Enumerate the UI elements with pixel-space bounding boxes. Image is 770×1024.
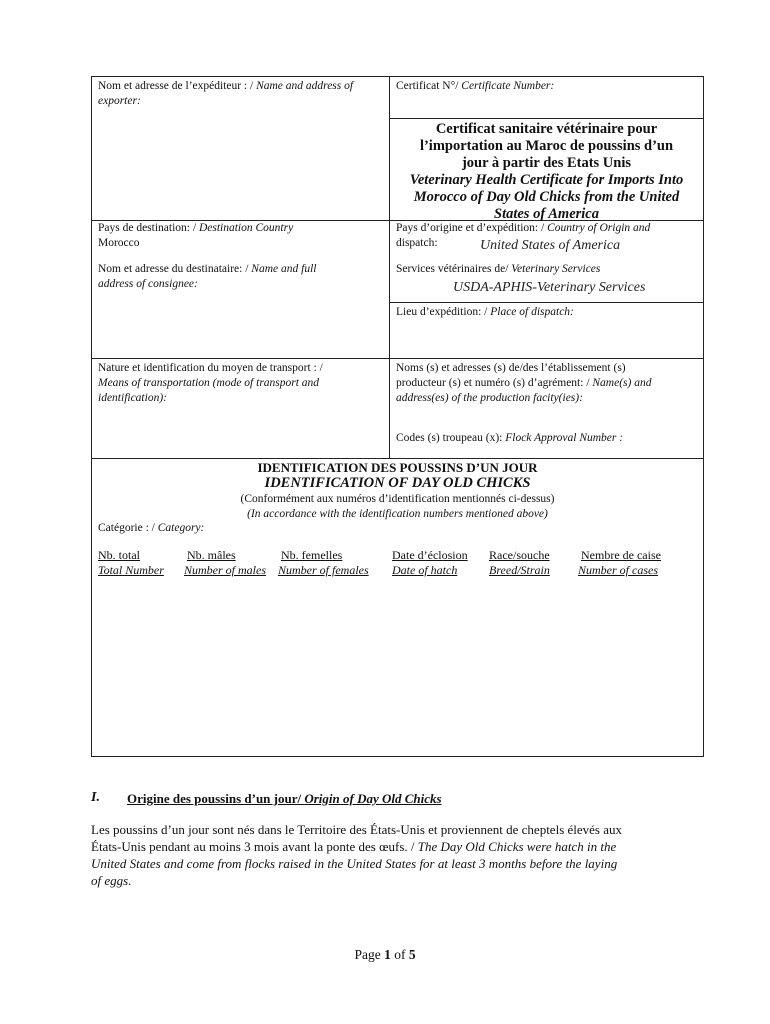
exporter-label: Nom et adresse de l’expéditeur : / Name and address of exporter: <box>98 80 354 107</box>
consignee-label-cont: address of consignee: <box>98 278 198 290</box>
identification-note-en: (In accordance with the identification numbers mentioned above) <box>247 508 548 520</box>
transport-field: Nature et identification du moyen de transport : / Means of transportation (mode of transport and identification): <box>98 362 323 404</box>
section-1-body: Les poussins d’un jour sont nés dans le Territoire des États-Unis et proviennent de cheptels élevés aux États-Unis pendant au moins 3 mois avant la ponte des œufs. / The Day Old Chicks were hatch in the United States and come from flocks raised in the United States for at least 3 months before the laying of eggs. <box>91 822 623 888</box>
destination-field <box>98 221 383 251</box>
origin-value: United States of America <box>480 238 621 253</box>
section-1-number: I. <box>91 790 100 805</box>
title-fr-line-3: jour à partir des Etats Unis <box>461 155 632 171</box>
table-border-left <box>91 76 92 757</box>
identification-heading-fr: IDENTIFICATION DES POUSSINS D’UN JOUR <box>257 460 538 475</box>
title-en-line-1: Veterinary Health Certificate for Imports Into <box>409 172 684 188</box>
destination-value: Morocco <box>98 237 140 249</box>
table-border-bottom <box>91 756 704 757</box>
title-en-line-3: States of America <box>494 206 599 222</box>
consignee-field <box>98 262 383 292</box>
table-divider-row-4 <box>91 458 704 459</box>
identification-note-fr: (Conformément aux numéros d’identification mentionnés ci-dessus) <box>240 493 555 505</box>
document-title <box>390 121 703 223</box>
page-number: Page 1 of 5 <box>354 947 416 962</box>
table-border-right <box>703 76 704 757</box>
table-border-top <box>91 76 704 77</box>
place-of-dispatch-label: Lieu d’expédition: / Place of dispatch: <box>396 306 574 318</box>
category-label: Catégorie : / Category: <box>98 522 205 534</box>
vet-services-value: USDA-APHIS-Veterinary Services <box>453 280 646 295</box>
identification-heading <box>92 460 703 522</box>
establishments-field: Noms (s) et adresses (s) de/des l’établissement (s) producteur (s) et numéro (s) d’agrément: / Name(s) and address(es) of the production facity(ies): <box>396 362 652 404</box>
flock-approval-label: Codes (s) troupeau (x): Flock Approval Number : <box>396 432 624 444</box>
consignee-label: Nom et adresse du destinataire: / Name and full <box>98 263 317 275</box>
section-1-heading: Origine des poussins d’un jour/ Origin of Day Old Chicks <box>127 791 442 806</box>
vet-services-label: Services vétérinaires de/ Veterinary Services <box>396 263 601 275</box>
identification-heading-en: IDENTIFICATION OF DAY OLD CHICKS <box>264 475 531 491</box>
destination-label: Pays de destination: / Destination Country <box>98 222 294 234</box>
table-divider-row-3 <box>91 358 704 359</box>
origin-label: Pays d’origine et d’expédition: / Country of Origin and dispatch: <box>396 222 651 249</box>
column-total-number: Nb. total Total Number <box>98 548 164 577</box>
column-number-of-cases: Nembre de caise Number of cases <box>578 548 661 577</box>
column-number-females: Nb. femelles Number of females <box>278 548 369 577</box>
column-breed-strain: Race/souche Breed/Strain <box>489 548 550 577</box>
title-en-line-2: Morocco of Day Old Chicks from the United <box>413 189 680 205</box>
table-divider-right-2 <box>389 302 704 303</box>
certificate-number-label: Certificat N°/ Certificate Number: <box>396 80 555 92</box>
title-fr-line-2: l’importation au Maroc de poussins d’un <box>419 138 674 154</box>
column-number-males: Nb. mâles Number of males <box>184 548 266 577</box>
table-divider-right-1 <box>389 118 704 119</box>
column-date-of-hatch: Date d’éclosion Date of hatch <box>392 548 468 577</box>
title-fr-line-1: Certificat sanitaire vétérinaire pour <box>435 121 658 137</box>
